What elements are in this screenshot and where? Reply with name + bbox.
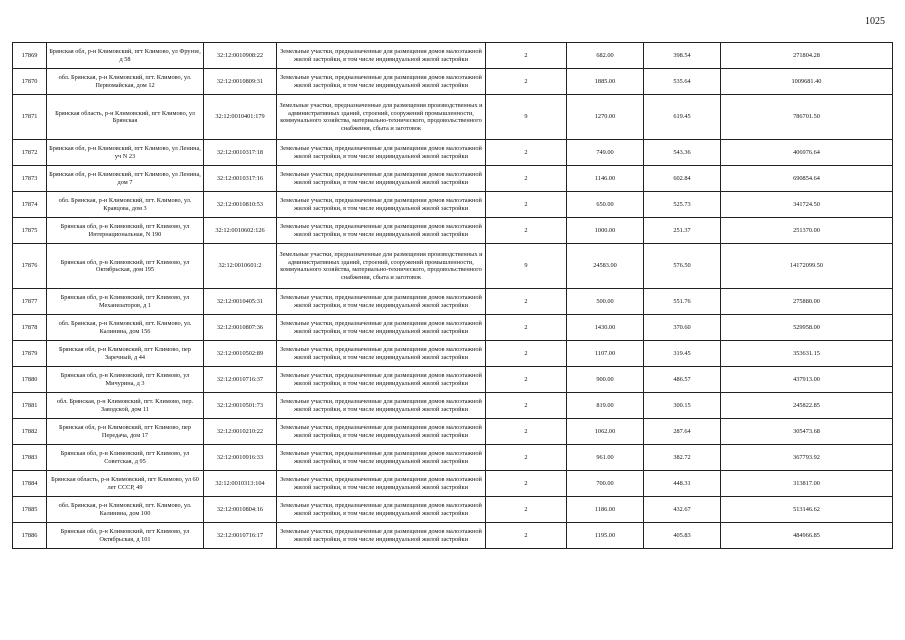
unit-price-cell: 405.83 <box>644 523 721 549</box>
address-cell: Брянская обл, р-н Климовский, пгт Климово, ул Фрунзе, д 58 <box>47 43 204 69</box>
cadastral-value-cell: 341724.50 <box>721 192 893 218</box>
address-cell: Брянская обл, р-н Климовский, пгт Климово, ул Советская, д 95 <box>47 445 204 471</box>
land-use-cell: Земельные участки, предназначенные для размещения домов малоэтажной жилой застройки, в том числе индивидуальной жилой застройки <box>277 471 486 497</box>
unit-price-cell: 251.37 <box>644 218 721 244</box>
cadastral-number-cell: 32:12:0010908:22 <box>204 43 277 69</box>
land-use-cell: Земельные участки, предназначенные для размещения домов малоэтажной жилой застройки, в том числе индивидуальной жилой застройки <box>277 419 486 445</box>
address-cell: Брянская обл, р-н Климовский, пгт Климово, ул Октябрьская, д 101 <box>47 523 204 549</box>
land-use-cell: Земельные участки, предназначенные для размещения домов малоэтажной жилой застройки, в том числе индивидуальной жилой застройки <box>277 367 486 393</box>
row-number-cell: 17869 <box>13 43 47 69</box>
address-cell: Брянская область, р-н Климовский, пгт Климово, ул Брянская <box>47 95 204 140</box>
table-row <box>13 192 893 218</box>
cadastral-number-cell: 32:12:0010210:22 <box>204 419 277 445</box>
table-body <box>13 43 893 549</box>
cadastral-value-cell: 271804.28 <box>721 43 893 69</box>
cadastral-number-cell: 32:12:0010716:37 <box>204 367 277 393</box>
address-cell: Брянская обл, р-н Климовский, пгт Климово, ул Ленина, уч N 23 <box>47 140 204 166</box>
table-row <box>13 315 893 341</box>
group-cell: 2 <box>486 43 567 69</box>
cadastral-value-cell: 313817.00 <box>721 471 893 497</box>
land-use-cell: Земельные участки, предназначенные для размещения производственных и административных зданий, строений, сооружений промышленности, коммунального хозяйства, материально-технического, продовольственного снабжения, сбыта и заготовок <box>277 95 486 140</box>
area-cell: 1146.00 <box>567 166 644 192</box>
cadastral-value-cell: 690854.64 <box>721 166 893 192</box>
group-cell: 2 <box>486 419 567 445</box>
table-row <box>13 497 893 523</box>
address-cell: обл. Брянская, р-н Климовский, пгт. Климово, ул. Первомайская, дом 12 <box>47 69 204 95</box>
table-row <box>13 419 893 445</box>
group-cell: 2 <box>486 445 567 471</box>
cadastral-value-cell: 251370.00 <box>721 218 893 244</box>
unit-price-cell: 300.15 <box>644 393 721 419</box>
table-row <box>13 166 893 192</box>
row-number-cell: 17884 <box>13 471 47 497</box>
cadastral-number-cell: 32:12:0010313:104 <box>204 471 277 497</box>
table-row <box>13 218 893 244</box>
cadastral-value-cell: 529958.00 <box>721 315 893 341</box>
table-row <box>13 471 893 497</box>
row-number-cell: 17875 <box>13 218 47 244</box>
address-cell: Брянская обл, р-н Климовский, пгт Климово, ул Ленина, дом 7 <box>47 166 204 192</box>
cadastral-value-cell: 367793.92 <box>721 445 893 471</box>
land-registry-table <box>12 42 893 549</box>
cadastral-number-cell: 32:12:0010809:31 <box>204 69 277 95</box>
unit-price-cell: 576.50 <box>644 244 721 289</box>
area-cell: 1430.00 <box>567 315 644 341</box>
row-number-cell: 17878 <box>13 315 47 341</box>
table-row <box>13 367 893 393</box>
group-cell: 2 <box>486 140 567 166</box>
address-cell: Брянская обл, р-н Климовский, пгт Климово, ул Октябрьская, дом 195 <box>47 244 204 289</box>
unit-price-cell: 382.72 <box>644 445 721 471</box>
row-number-cell: 17880 <box>13 367 47 393</box>
area-cell: 1270.00 <box>567 95 644 140</box>
cadastral-value-cell: 437913.00 <box>721 367 893 393</box>
land-use-cell: Земельные участки, предназначенные для размещения домов малоэтажной жилой застройки, в том числе индивидуальной жилой застройки <box>277 69 486 95</box>
unit-price-cell: 486.57 <box>644 367 721 393</box>
area-cell: 500.00 <box>567 289 644 315</box>
row-number-cell: 17872 <box>13 140 47 166</box>
cadastral-number-cell: 32:12:0010317:18 <box>204 140 277 166</box>
cadastral-number-cell: 32:12:0010405:31 <box>204 289 277 315</box>
cadastral-number-cell: 32:12:0010810:53 <box>204 192 277 218</box>
land-use-cell: Земельные участки, предназначенные для размещения домов малоэтажной жилой застройки, в том числе индивидуальной жилой застройки <box>277 523 486 549</box>
group-cell: 2 <box>486 289 567 315</box>
row-number-cell: 17874 <box>13 192 47 218</box>
unit-price-cell: 543.36 <box>644 140 721 166</box>
cadastral-value-cell: 14172099.50 <box>721 244 893 289</box>
area-cell: 1000.00 <box>567 218 644 244</box>
address-cell: обл. Брянская, р-н Климовский, пгт. Климово, ул. Калинина, дом 156 <box>47 315 204 341</box>
cadastral-value-cell: 406976.64 <box>721 140 893 166</box>
area-cell: 1885.00 <box>567 69 644 95</box>
area-cell: 1195.00 <box>567 523 644 549</box>
cadastral-value-cell: 353631.15 <box>721 341 893 367</box>
group-cell: 2 <box>486 341 567 367</box>
unit-price-cell: 370.60 <box>644 315 721 341</box>
land-use-cell: Земельные участки, предназначенные для размещения домов малоэтажной жилой застройки, в том числе индивидуальной жилой застройки <box>277 393 486 419</box>
cadastral-number-cell: 32:12:0010502:89 <box>204 341 277 367</box>
group-cell: 2 <box>486 523 567 549</box>
cadastral-value-cell: 786701.50 <box>721 95 893 140</box>
unit-price-cell: 551.76 <box>644 289 721 315</box>
cadastral-value-cell: 1009681.40 <box>721 69 893 95</box>
unit-price-cell: 319.45 <box>644 341 721 367</box>
land-use-cell: Земельные участки, предназначенные для размещения домов малоэтажной жилой застройки, в том числе индивидуальной жилой застройки <box>277 289 486 315</box>
cadastral-number-cell: 32:12:0010916:33 <box>204 445 277 471</box>
group-cell: 9 <box>486 95 567 140</box>
group-cell: 9 <box>486 244 567 289</box>
land-use-cell: Земельные участки, предназначенные для размещения производственных и административных зданий, строений, сооружений промышленности, коммунального хозяйства, материально-технического, продовольственного снабжения, сбыта и заготовок <box>277 244 486 289</box>
row-number-cell: 17871 <box>13 95 47 140</box>
row-number-cell: 17885 <box>13 497 47 523</box>
table-row <box>13 289 893 315</box>
group-cell: 2 <box>486 471 567 497</box>
row-number-cell: 17886 <box>13 523 47 549</box>
cadastral-number-cell: 32:12:0010807:36 <box>204 315 277 341</box>
row-number-cell: 17879 <box>13 341 47 367</box>
cadastral-number-cell: 32:12:0010501:73 <box>204 393 277 419</box>
row-number-cell: 17873 <box>13 166 47 192</box>
cadastral-number-cell: 32:12:0010804:16 <box>204 497 277 523</box>
row-number-cell: 17877 <box>13 289 47 315</box>
address-cell: Брянская обл, р-н Климовский, пгт Климово, пер Передача, дом 17 <box>47 419 204 445</box>
group-cell: 2 <box>486 367 567 393</box>
row-number-cell: 17882 <box>13 419 47 445</box>
area-cell: 1107.00 <box>567 341 644 367</box>
address-cell: обл. Брянская, р-н Климовский, пгт. Климово, ул. Калинина, дом 100 <box>47 497 204 523</box>
unit-price-cell: 287.64 <box>644 419 721 445</box>
area-cell: 650.00 <box>567 192 644 218</box>
land-use-cell: Земельные участки, предназначенные для размещения домов малоэтажной жилой застройки, в том числе индивидуальной жилой застройки <box>277 497 486 523</box>
cadastral-number-cell: 32:12:0010716:17 <box>204 523 277 549</box>
area-cell: 24583.00 <box>567 244 644 289</box>
table-row <box>13 95 893 140</box>
land-use-cell: Земельные участки, предназначенные для размещения домов малоэтажной жилой застройки, в том числе индивидуальной жилой застройки <box>277 43 486 69</box>
table-row <box>13 523 893 549</box>
table-row <box>13 140 893 166</box>
cadastral-value-cell: 275880.00 <box>721 289 893 315</box>
land-use-cell: Земельные участки, предназначенные для размещения домов малоэтажной жилой застройки, в том числе индивидуальной жилой застройки <box>277 445 486 471</box>
table-row <box>13 69 893 95</box>
area-cell: 1062.00 <box>567 419 644 445</box>
cadastral-value-cell: 484966.85 <box>721 523 893 549</box>
address-cell: обл. Брянская, р-н Климовский, пгт. Климово, ул. Кравцова, дом 3 <box>47 192 204 218</box>
unit-price-cell: 619.45 <box>644 95 721 140</box>
row-number-cell: 17876 <box>13 244 47 289</box>
land-use-cell: Земельные участки, предназначенные для размещения домов малоэтажной жилой застройки, в том числе индивидуальной жилой застройки <box>277 218 486 244</box>
address-cell: Брянская обл, р-н Климовский, пгт Климово, ул Интернациональная, N 190 <box>47 218 204 244</box>
address-cell: Брянская обл, р-н Климовский, пгт Климово, ул Механизаторов, д 1 <box>47 289 204 315</box>
group-cell: 2 <box>486 218 567 244</box>
address-cell: Брянская область, р-н Климовский, пгт Климово, ул 60 лет СССР, 49 <box>47 471 204 497</box>
table-row <box>13 393 893 419</box>
group-cell: 2 <box>486 315 567 341</box>
area-cell: 1186.00 <box>567 497 644 523</box>
row-number-cell: 17883 <box>13 445 47 471</box>
cadastral-value-cell: 305473.68 <box>721 419 893 445</box>
address-cell: Брянская обл, р-н Климовский, пгт Климово, ул Мичурина, д 3 <box>47 367 204 393</box>
table-row <box>13 341 893 367</box>
area-cell: 700.00 <box>567 471 644 497</box>
unit-price-cell: 602.84 <box>644 166 721 192</box>
land-use-cell: Земельные участки, предназначенные для размещения домов малоэтажной жилой застройки, в том числе индивидуальной жилой застройки <box>277 192 486 218</box>
cadastral-value-cell: 245822.85 <box>721 393 893 419</box>
cadastral-value-cell: 513146.62 <box>721 497 893 523</box>
table-row <box>13 445 893 471</box>
area-cell: 961.00 <box>567 445 644 471</box>
page-number: 1025 <box>865 16 885 27</box>
unit-price-cell: 448.31 <box>644 471 721 497</box>
table-row <box>13 43 893 69</box>
address-cell: обл. Брянская, р-н Климовский, пгт. Климово, пер. Заводской, дом 11 <box>47 393 204 419</box>
land-use-cell: Земельные участки, предназначенные для размещения домов малоэтажной жилой застройки, в том числе индивидуальной жилой застройки <box>277 315 486 341</box>
group-cell: 2 <box>486 497 567 523</box>
cadastral-number-cell: 32:12:0010601:2 <box>204 244 277 289</box>
row-number-cell: 17881 <box>13 393 47 419</box>
group-cell: 2 <box>486 192 567 218</box>
area-cell: 819.00 <box>567 393 644 419</box>
cadastral-number-cell: 32:12:0010317:16 <box>204 166 277 192</box>
unit-price-cell: 535.64 <box>644 69 721 95</box>
area-cell: 682.00 <box>567 43 644 69</box>
land-use-cell: Земельные участки, предназначенные для размещения домов малоэтажной жилой застройки, в том числе индивидуальной жилой застройки <box>277 166 486 192</box>
group-cell: 2 <box>486 393 567 419</box>
group-cell: 2 <box>486 166 567 192</box>
area-cell: 900.00 <box>567 367 644 393</box>
table-row <box>13 244 893 289</box>
unit-price-cell: 432.67 <box>644 497 721 523</box>
cadastral-number-cell: 32:12:0010401:179 <box>204 95 277 140</box>
area-cell: 749.00 <box>567 140 644 166</box>
land-use-cell: Земельные участки, предназначенные для размещения домов малоэтажной жилой застройки, в том числе индивидуальной жилой застройки <box>277 140 486 166</box>
cadastral-number-cell: 32:12:0010602:126 <box>204 218 277 244</box>
unit-price-cell: 398.54 <box>644 43 721 69</box>
land-use-cell: Земельные участки, предназначенные для размещения домов малоэтажной жилой застройки, в том числе индивидуальной жилой застройки <box>277 341 486 367</box>
unit-price-cell: 525.73 <box>644 192 721 218</box>
row-number-cell: 17870 <box>13 69 47 95</box>
group-cell: 2 <box>486 69 567 95</box>
address-cell: Брянская обл, р-н Климовский, пгт Климово, пер Заречный, д 44 <box>47 341 204 367</box>
